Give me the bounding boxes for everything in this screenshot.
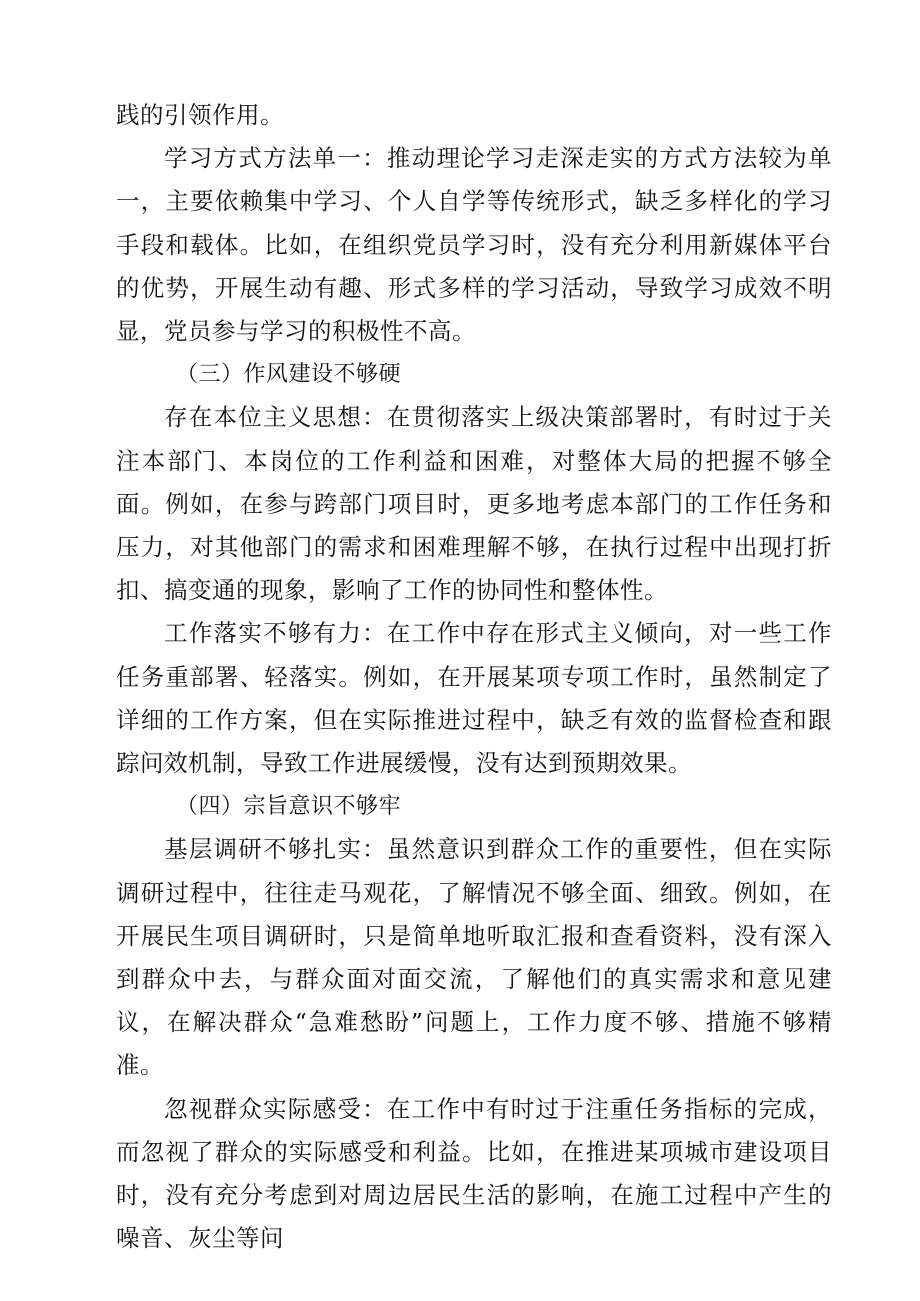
paragraph-departmentalism: 存在本位主义思想：在贯彻落实上级决策部署时，有时过于关注本部门、本岗位的工作利益和困难，对整体大局的把握不够全面。例如，在参与跨部门项目时，更多地考虑本部门的工作任务和压力，对其他部门的需求和困难理解不够，在执行过程中出现打折扣、搞变通的现象，影响了工作的协同性和整体性。 [116, 403, 832, 605]
paragraph-public-feelings: 忽视群众实际感受：在工作中有时过于注重任务指标的完成，而忽视了群众的实际感受和利益。比如，在推进某项城市建设项目时，没有充分考虑到对周边居民生活的影响，在施工过程中产生的噪音、灰尘等问 [116, 1094, 832, 1253]
paragraph-continuation: 践的引领作用。 [116, 101, 284, 129]
paragraph-study-methods: 学习方式方法单一：推动理论学习走深走实的方式方法较为单一，主要依赖集中学习、个人自学等传统形式，缺乏多样化的学习手段和载体。比如，在组织党员学习时，没有充分利用新媒体平台的优势，开展生动有趣、形式多样的学习活动，导致学习成效不明显，党员参与学习的积极性不高。 [116, 144, 832, 346]
paragraph-implementation: 工作落实不够有力：在工作中存在形式主义倾向，对一些工作任务重部署、轻落实。例如，在开展某项专项工作时，虽然制定了详细的工作方案，但在实际推进过程中，缺乏有效的监督检查和跟踪问效机制，导致工作进展缓慢，没有达到预期效果。 [116, 619, 832, 778]
section-heading-purpose-awareness: （四）宗旨意识不够牢 [176, 794, 402, 820]
section-heading-work-style: （三）作风建设不够硬 [176, 362, 402, 388]
paragraph-grassroots-research: 基层调研不够扎实：虽然意识到群众工作的重要性，但在实际调研过程中，往往走马观花，了解情况不够全面、细致。例如，在开展民生项目调研时，只是简单地听取汇报和查看资料，没有深入到群众中去，与群众面对面交流，了解他们的真实需求和意见建议，在解决群众“急难愁盼”问题上，工作力度不够、措施不够精准。 [116, 835, 832, 1080]
document-body [116, 94, 832, 1260]
